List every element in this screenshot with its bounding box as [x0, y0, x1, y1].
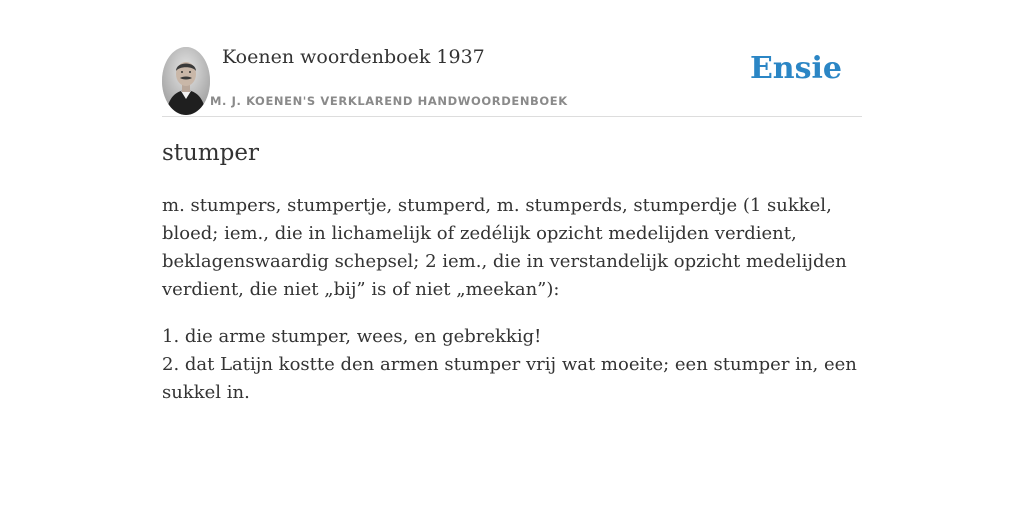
- example-item: 1. die arme stumper, wees, en gebrekkig!: [162, 326, 542, 347]
- portrait-icon: [162, 47, 210, 115]
- example-item: 2. dat Latijn kostte den armen stumper vrij wat moeite; een stumper in, een sukkel in.: [162, 354, 857, 403]
- dictionary-header: [162, 44, 862, 117]
- dictionary-title-link[interactable]: Koenen woordenboek 1937: [222, 46, 485, 68]
- dictionary-subtitle: M. J. KOENEN'S VERKLAREND HANDWOORDENBOEK: [210, 94, 568, 108]
- entry-headword: stumper: [162, 140, 259, 166]
- entry-examples: [162, 323, 862, 407]
- author-portrait: [162, 47, 210, 115]
- entry-definition: m. stumpers, stumpertje, stumperd, m. stumperds, stumperdje (1 sukkel, bloed; iem., die in lichamelijk of zedélijk opzicht medelijden verdient, beklagenswaardig schepsel; 2 iem., die in verstandelijk opzicht medelijden verdient, die niet „bij” is of niet „meekan”):: [162, 195, 847, 300]
- ensie-logo-link[interactable]: Ensie: [749, 51, 842, 86]
